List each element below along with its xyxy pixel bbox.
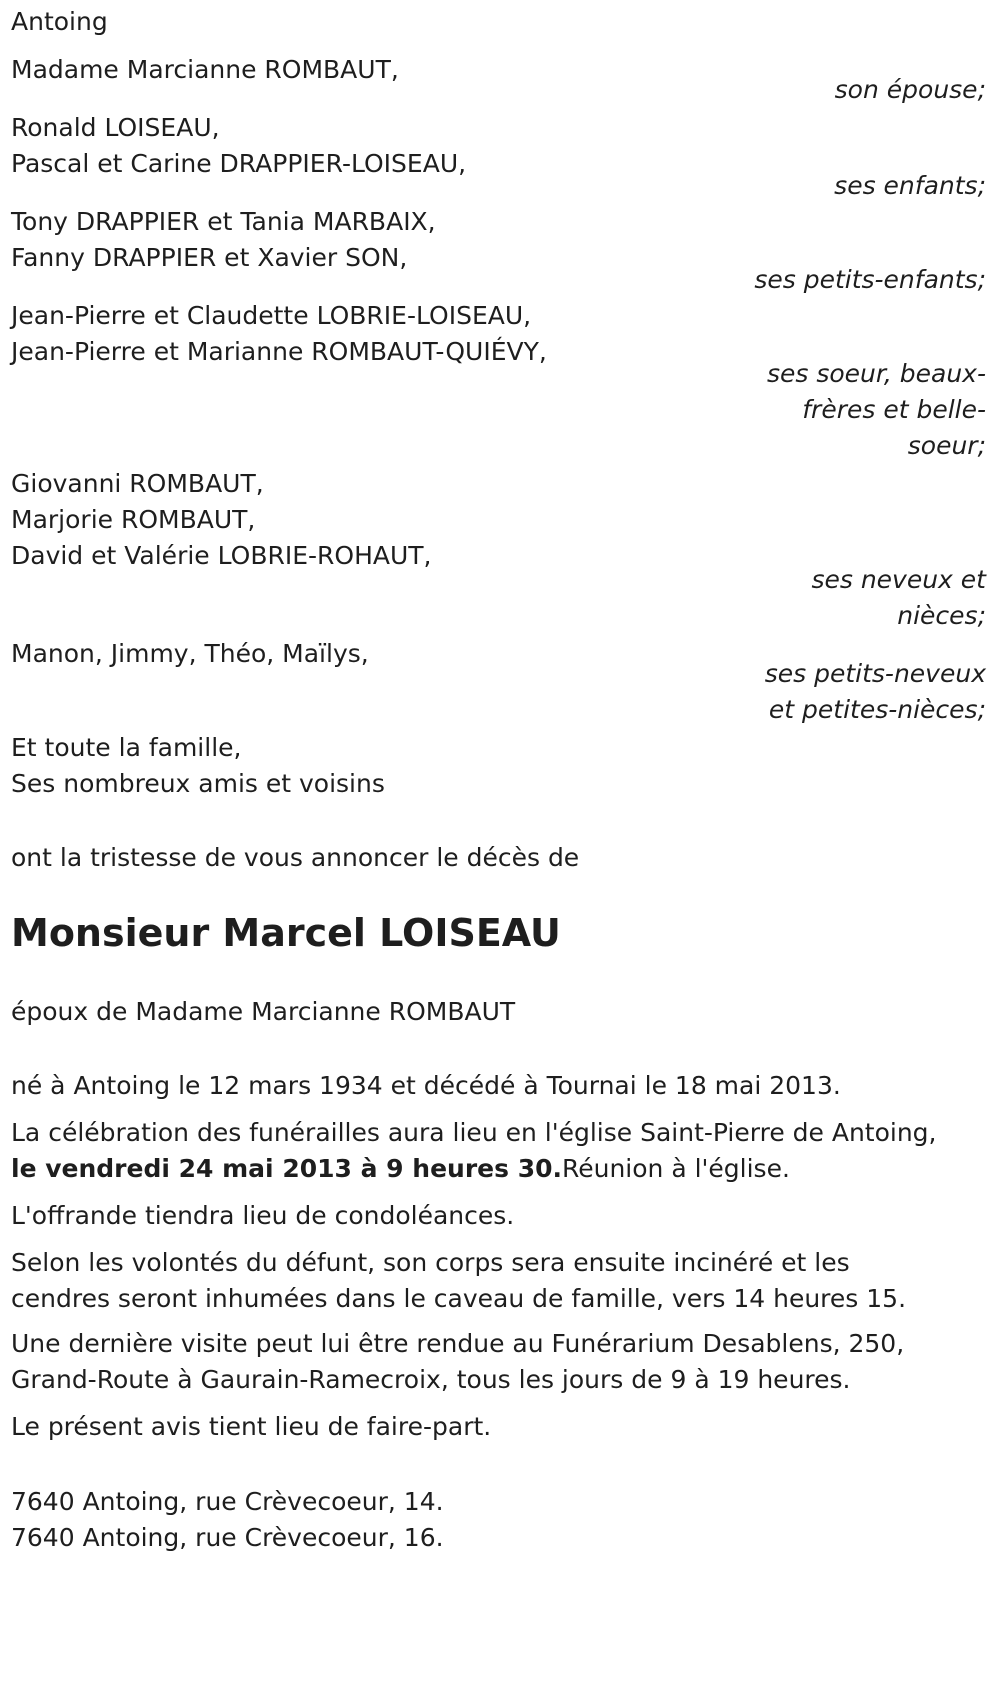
deceased-name: Monsieur Marcel LOISEAU [11,911,561,955]
ceremony-line: La célébration des funérailles aura lieu en l'église Saint-Pierre de Antoing, [11,1118,937,1147]
address-line: 7640 Antoing, rue Crèvecoeur, 14. [11,1487,444,1516]
family-role: ses neveux et nièces; [811,565,986,630]
family-name: Ronald LOISEAU, [11,113,220,142]
family-name: Pascal et Carine DRAPPIER-LOISEAU, [11,149,467,178]
place: Antoing [11,7,108,36]
family-role: ses petits-neveux et petites-nièces; [764,659,986,724]
family-name: Jean-Pierre et Marianne ROMBAUT-QUIÉVY, [11,337,547,366]
cremation-line: cendres seront inhumées dans le caveau de famille, vers 14 heures 15. [11,1284,907,1313]
visit-line: Une dernière visite peut lui être rendue au Funérarium Desablens, 250, [11,1329,905,1358]
ceremony-meeting: Réunion à l'église. [561,1154,790,1183]
family-name: Marjorie ROMBAUT, [11,505,256,534]
visit-line: Grand-Route à Gaurain-Ramecroix, tous les jours de 9 à 19 heures. [11,1365,851,1394]
birth-death-text: né à Antoing le 12 mars 1934 et décédé à Tournai le 18 mai 2013. [11,1071,841,1100]
family-name: Jean-Pierre et Claudette LOBRIE-LOISEAU, [11,301,532,330]
ceremony-date: le vendredi 24 mai 2013 à 9 heures 30. [11,1154,562,1183]
family-role: son épouse; [834,75,986,104]
family-role: ses petits-enfants; [754,265,986,294]
others-line: Ses nombreux amis et voisins [11,769,385,798]
family-role: ses enfants; [834,171,986,200]
spouse-text: époux de Madame Marcianne ROMBAUT [11,997,516,1026]
family-name: Madame Marcianne ROMBAUT, [11,55,399,84]
family-name: Tony DRAPPIER et Tania MARBAIX, [11,207,436,236]
family-name: Manon, Jimmy, Théo, Maïlys, [11,639,369,668]
family-name: David et Valérie LOBRIE-ROHAUT, [11,541,432,570]
cremation-line: Selon les volontés du défunt, son corps sera ensuite inciné​ré et les [11,1248,850,1277]
family-role: ses soeur, beaux-frères et belle-soeur; [766,359,986,460]
others-line: Et toute la famille, [11,733,242,762]
family-name: Giovanni ROMBAUT, [11,469,264,498]
address-line: 7640 Antoing, rue Crèvecoeur, 16. [11,1523,444,1552]
family-name: Fanny DRAPPIER et Xavier SON, [11,243,408,272]
offering-text: L'offrande tiendra lieu de condoléances. [11,1201,515,1230]
announce-text: ont la tristesse de vous annoncer le décès de [11,843,580,872]
ceremony-date-line [11,1151,790,1187]
notice-text: Le présent avis tient lieu de faire-part. [11,1412,492,1441]
